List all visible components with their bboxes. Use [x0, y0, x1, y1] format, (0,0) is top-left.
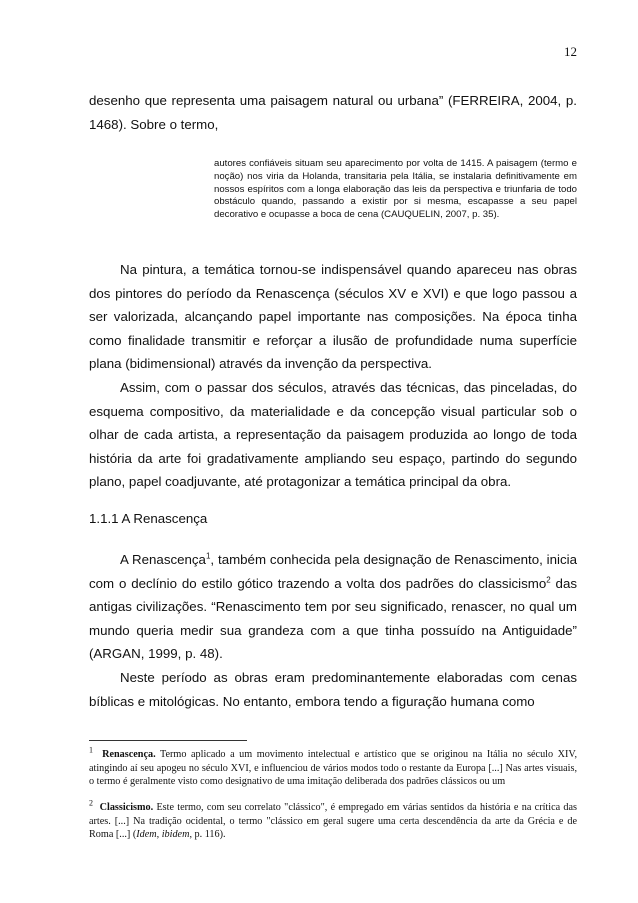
- footnote-term-1: Renascença.: [102, 749, 156, 760]
- footnote-number-1: 1: [89, 745, 93, 755]
- block-quote: autores confiáveis situam seu aparecimento por volta de 1415. A paisagem (termo e noção) nos viria da Holanda, transitaria pela Itália, se instalaria definitivamente em nossos espíritos com a longa elaboração das leis da perspectiva e triunfaria de todo obstáculo quando, passando a existir por si mesma, escapasse a seu papel decorativo e ocupasse a boca de cena (CAUQUELIN, 2007, p. 35).: [214, 158, 577, 221]
- footnote-text-2a: Este termo, com seu correlato "clássico", é empregado em várias sentidos da história e na crítica das artes. [...] Na tradição ocidental, o termo "clássico em geral sugere uma certa descendência da arte da Grécia e de Roma [...] (: [89, 802, 578, 840]
- footnote-2: [89, 798, 578, 842]
- footnote-ref-1: 1: [205, 551, 211, 561]
- paragraph-renascenca: [89, 548, 577, 666]
- main-paragraphs: [89, 258, 577, 494]
- footnote-divider: [89, 740, 247, 741]
- intro-paragraph: [89, 89, 577, 136]
- paragraph-pintura: Na pintura, a temática tornou-se indispensável quando apareceu nas obras dos pintores do período da Renascença (séculos XV e XVI) e que logo passou a ser valorizada, alcançando papel importante nas composições. Na época tinha como finalidade transmitir e reforçar a ilusão de profundidade numa superfície plana (bidimensional) através da invenção da perspectiva.: [89, 262, 577, 372]
- intro-text: desenho que representa uma paisagem natural ou urbana” (FERREIRA, 2004, p. 1468). Sobre o termo,: [89, 93, 577, 132]
- paragraph-neste: Neste período as obras eram predominantemente elaboradas com cenas bíblicas e mitológicas. No entanto, embora tendo a figuração humana como: [89, 669, 577, 709]
- footnote-text-1: Termo aplicado a um movimento intelectual e artístico que se originou na Itália no século XIV, atingindo aí seu apogeu no século XVI, e influenciou de vários modos todo o restante da Europa [...] Nas artes visuais, o termo é geralmente visto como designativo de uma imitação deliberada dos padrões clássicos ou um: [89, 749, 577, 787]
- footnote-1: [89, 745, 577, 789]
- footnote-term-2: Classicismo.: [99, 802, 154, 813]
- footnote-number-2: 2: [89, 798, 93, 808]
- section-heading: 1.1.1 A Renascença: [89, 511, 208, 526]
- renascenca-text-2: , também conhecida pela designação de Renascimento, inicia com o declínio do estilo gótico trazendo a volta dos padrões do classicismo: [89, 552, 577, 591]
- renascenca-paragraphs: [89, 548, 577, 713]
- paragraph-assim: Assim, com o passar dos séculos, através das técnicas, das pinceladas, do esquema compositivo, da materialidade e da concepção visual particular sob o olhar de cada artista, a representação da paisagem produzida ao longo de toda história da arte foi gradativamente ampliando seu espaço, partindo do segundo plano, papel coadjuvante, até protagonizar a temática principal da obra.: [89, 379, 577, 490]
- page-number: 12: [564, 44, 577, 59]
- renascenca-text-3: das antigas civilizações. “Renascimento tem por seu significado, renascer, no qual um mundo queria medir sua grandeza com a que tinha possuído na Antiguidade” (ARGAN, 1999, p. 48).: [89, 575, 577, 662]
- footnote-text-2b: , p. 116).: [189, 829, 226, 840]
- footnote-cite-2: Idem, ibidem: [136, 829, 190, 840]
- renascenca-text-1: A Renascença: [120, 552, 206, 567]
- footnote-ref-2: 2: [546, 575, 551, 585]
